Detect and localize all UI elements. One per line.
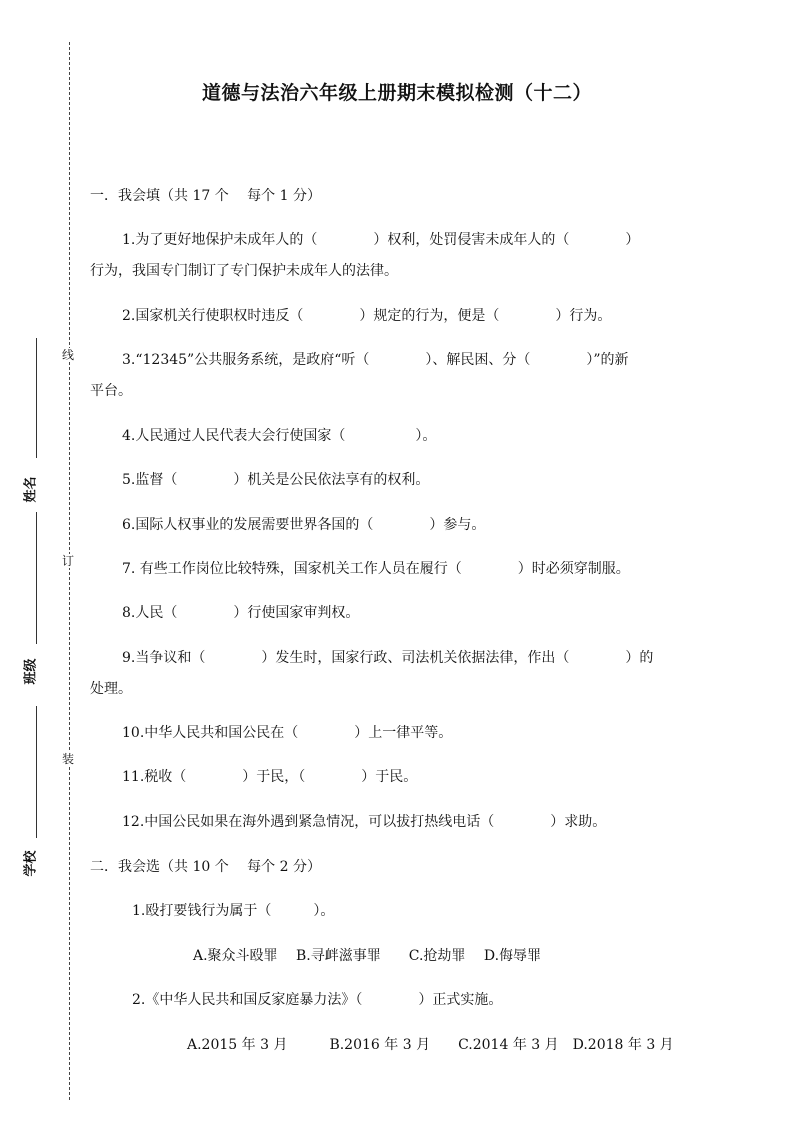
school-label-wrap: [18, 842, 38, 878]
question-6: 6.国际人权事业的发展需要世界各国的（ ）参与。: [122, 517, 486, 533]
school-underline: [36, 706, 37, 838]
page-title: 道德与法治六年级上册期末模拟检测（十二）: [201, 82, 592, 104]
binding-dashed-line: [69, 42, 70, 1100]
question-7: 7. 有些工作岗位比较特殊，国家机关工作人员在履行（ ）时必须穿制服。: [122, 561, 630, 577]
question-10: 10.中华人民共和国公民在（ ）上一律平等。: [122, 725, 453, 741]
question-5: 5.监督（ ）机关是公民依法享有的权利。: [122, 472, 430, 488]
choice-question-1: 1.殴打要钱行为属于（ ）。: [132, 903, 335, 919]
question-12: 12.中国公民如果在海外遇到紧急情况，可以拔打热线电话（ ）求助。: [122, 814, 607, 830]
question-3-line-1: 3.“12345”公共服务系统，是政府“听（ ）、解民困、分（ ）”的新: [122, 352, 629, 368]
question-3-line-2: 平台。: [90, 383, 132, 399]
choice-question-2-options: A.2015 年 3 月 B.2016 年 3 月 C.2014 年 3 月 D.2018 年 3 月: [187, 1037, 674, 1053]
question-1-line-1: 1.为了更好地保护未成年人的（ ）权利，处罚侵害未成年人的（ ）: [122, 232, 640, 248]
name-underline: [36, 338, 37, 458]
class-label-wrap: [18, 650, 38, 686]
class-label: 班级: [23, 658, 39, 685]
question-1-line-2: 行为，我国专门制订了专门保护未成年人的法律。: [90, 263, 398, 279]
question-11: 11.税收（ ）于民，（ ）于民。: [122, 769, 418, 785]
question-2: 2.国家机关行使职权时违反（ ）规定的行为，便是（ ）行为。: [122, 308, 612, 324]
class-underline: [36, 512, 37, 644]
section2-heading: 二．我会选（共 10 个 每个 2 分）: [90, 859, 321, 875]
binding-label-ding: 订: [61, 554, 74, 568]
question-9-line-1: 9.当争议和（ ）发生时，国家行政、司法机关依据法律，作出（ ）的: [122, 650, 654, 666]
section1-heading: 一．我会填（共 17 个 每个 1 分）: [90, 188, 321, 204]
choice-question-1-options: A.聚众斗殴罪 B.寻衅滋事罪 C.抢劫罪 D.侮辱罪: [193, 948, 542, 964]
question-9-line-2: 处理。: [90, 681, 132, 697]
name-label: 姓名: [23, 476, 39, 503]
question-4: 4.人民通过人民代表大会行使国家（ ）。: [122, 428, 437, 444]
name-label-wrap: [18, 468, 38, 504]
binding-label-xian: 线: [61, 348, 74, 362]
question-8: 8.人民（ ）行使国家审判权。: [122, 605, 360, 621]
choice-question-2: 2.《中华人民共和国反家庭暴力法》（ ）正式实施。: [132, 992, 503, 1008]
binding-label-zhuang: 装: [61, 752, 74, 766]
school-label: 学校: [23, 850, 39, 877]
